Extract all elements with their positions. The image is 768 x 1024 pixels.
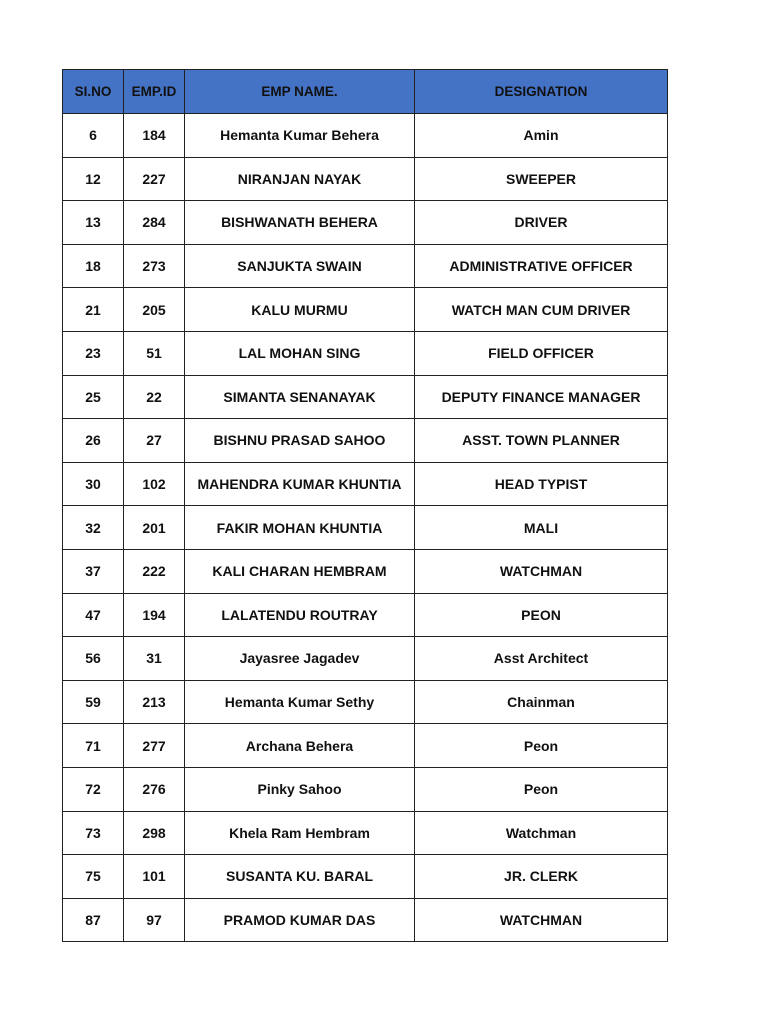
table-row [63,157,668,201]
table-row [63,549,668,593]
cell-emp-name: SANJUKTA SWAIN [185,244,415,288]
employee-table [62,69,668,942]
cell-empid: 205 [124,288,185,332]
cell-empid: 27 [124,419,185,463]
header-sino: SI.NO [63,70,124,114]
cell-sino: 18 [63,244,124,288]
cell-sino: 30 [63,462,124,506]
cell-designation: Chainman [415,680,668,724]
table-row [63,375,668,419]
cell-designation: MALI [415,506,668,550]
header-designation: DESIGNATION [415,70,668,114]
cell-sino: 13 [63,201,124,245]
cell-sino: 72 [63,767,124,811]
cell-emp-name: BISHWANATH BEHERA [185,201,415,245]
cell-empid: 227 [124,157,185,201]
cell-emp-name: NIRANJAN NAYAK [185,157,415,201]
cell-sino: 37 [63,549,124,593]
table-row [63,724,668,768]
cell-empid: 277 [124,724,185,768]
cell-emp-name: KALI CHARAN HEMBRAM [185,549,415,593]
table-row [63,811,668,855]
cell-sino: 6 [63,114,124,158]
cell-sino: 32 [63,506,124,550]
cell-emp-name: SIMANTA SENANAYAK [185,375,415,419]
cell-empid: 184 [124,114,185,158]
cell-sino: 47 [63,593,124,637]
cell-designation: Peon [415,767,668,811]
cell-emp-name: BISHNU PRASAD SAHOO [185,419,415,463]
table-row [63,288,668,332]
cell-sino: 26 [63,419,124,463]
cell-designation: Asst Architect [415,637,668,681]
cell-emp-name: Jayasree Jagadev [185,637,415,681]
cell-designation: Peon [415,724,668,768]
table-header-row [63,70,668,114]
cell-sino: 12 [63,157,124,201]
cell-designation: ADMINISTRATIVE OFFICER [415,244,668,288]
cell-emp-name: Archana Behera [185,724,415,768]
cell-empid: 51 [124,331,185,375]
table-row [63,462,668,506]
cell-emp-name: KALU MURMU [185,288,415,332]
cell-empid: 213 [124,680,185,724]
cell-emp-name: Khela Ram Hembram [185,811,415,855]
header-empid: EMP.ID [124,70,185,114]
cell-empid: 194 [124,593,185,637]
table-row [63,244,668,288]
cell-emp-name: SUSANTA KU. BARAL [185,855,415,899]
cell-designation: PEON [415,593,668,637]
cell-empid: 298 [124,811,185,855]
cell-designation: Amin [415,114,668,158]
cell-emp-name: Pinky Sahoo [185,767,415,811]
cell-designation: DRIVER [415,201,668,245]
cell-empid: 273 [124,244,185,288]
table-row [63,855,668,899]
table-row [63,593,668,637]
cell-sino: 75 [63,855,124,899]
cell-designation: SWEEPER [415,157,668,201]
table-row [63,680,668,724]
cell-designation: HEAD TYPIST [415,462,668,506]
cell-sino: 21 [63,288,124,332]
employee-table-container [62,69,667,942]
table-row [63,637,668,681]
cell-empid: 22 [124,375,185,419]
table-row [63,506,668,550]
cell-sino: 23 [63,331,124,375]
table-body [63,114,668,942]
cell-designation: ASST. TOWN PLANNER [415,419,668,463]
cell-emp-name: FAKIR MOHAN KHUNTIA [185,506,415,550]
cell-sino: 25 [63,375,124,419]
cell-empid: 97 [124,898,185,942]
cell-empid: 102 [124,462,185,506]
cell-empid: 31 [124,637,185,681]
cell-empid: 284 [124,201,185,245]
cell-designation: JR. CLERK [415,855,668,899]
cell-emp-name: PRAMOD KUMAR DAS [185,898,415,942]
cell-emp-name: LAL MOHAN SING [185,331,415,375]
cell-designation: WATCHMAN [415,898,668,942]
cell-sino: 71 [63,724,124,768]
cell-emp-name: LALATENDU ROUTRAY [185,593,415,637]
cell-designation: WATCHMAN [415,549,668,593]
cell-empid: 276 [124,767,185,811]
cell-sino: 87 [63,898,124,942]
table-row [63,898,668,942]
cell-empid: 201 [124,506,185,550]
cell-emp-name: Hemanta Kumar Behera [185,114,415,158]
table-row [63,201,668,245]
cell-designation: Watchman [415,811,668,855]
cell-empid: 101 [124,855,185,899]
cell-designation: DEPUTY FINANCE MANAGER [415,375,668,419]
cell-sino: 73 [63,811,124,855]
cell-empid: 222 [124,549,185,593]
cell-emp-name: Hemanta Kumar Sethy [185,680,415,724]
cell-designation: WATCH MAN CUM DRIVER [415,288,668,332]
table-row [63,419,668,463]
header-emp-name: EMP NAME. [185,70,415,114]
table-row [63,767,668,811]
cell-sino: 56 [63,637,124,681]
table-row [63,114,668,158]
cell-emp-name: MAHENDRA KUMAR KHUNTIA [185,462,415,506]
table-row [63,331,668,375]
cell-designation: FIELD OFFICER [415,331,668,375]
cell-sino: 59 [63,680,124,724]
